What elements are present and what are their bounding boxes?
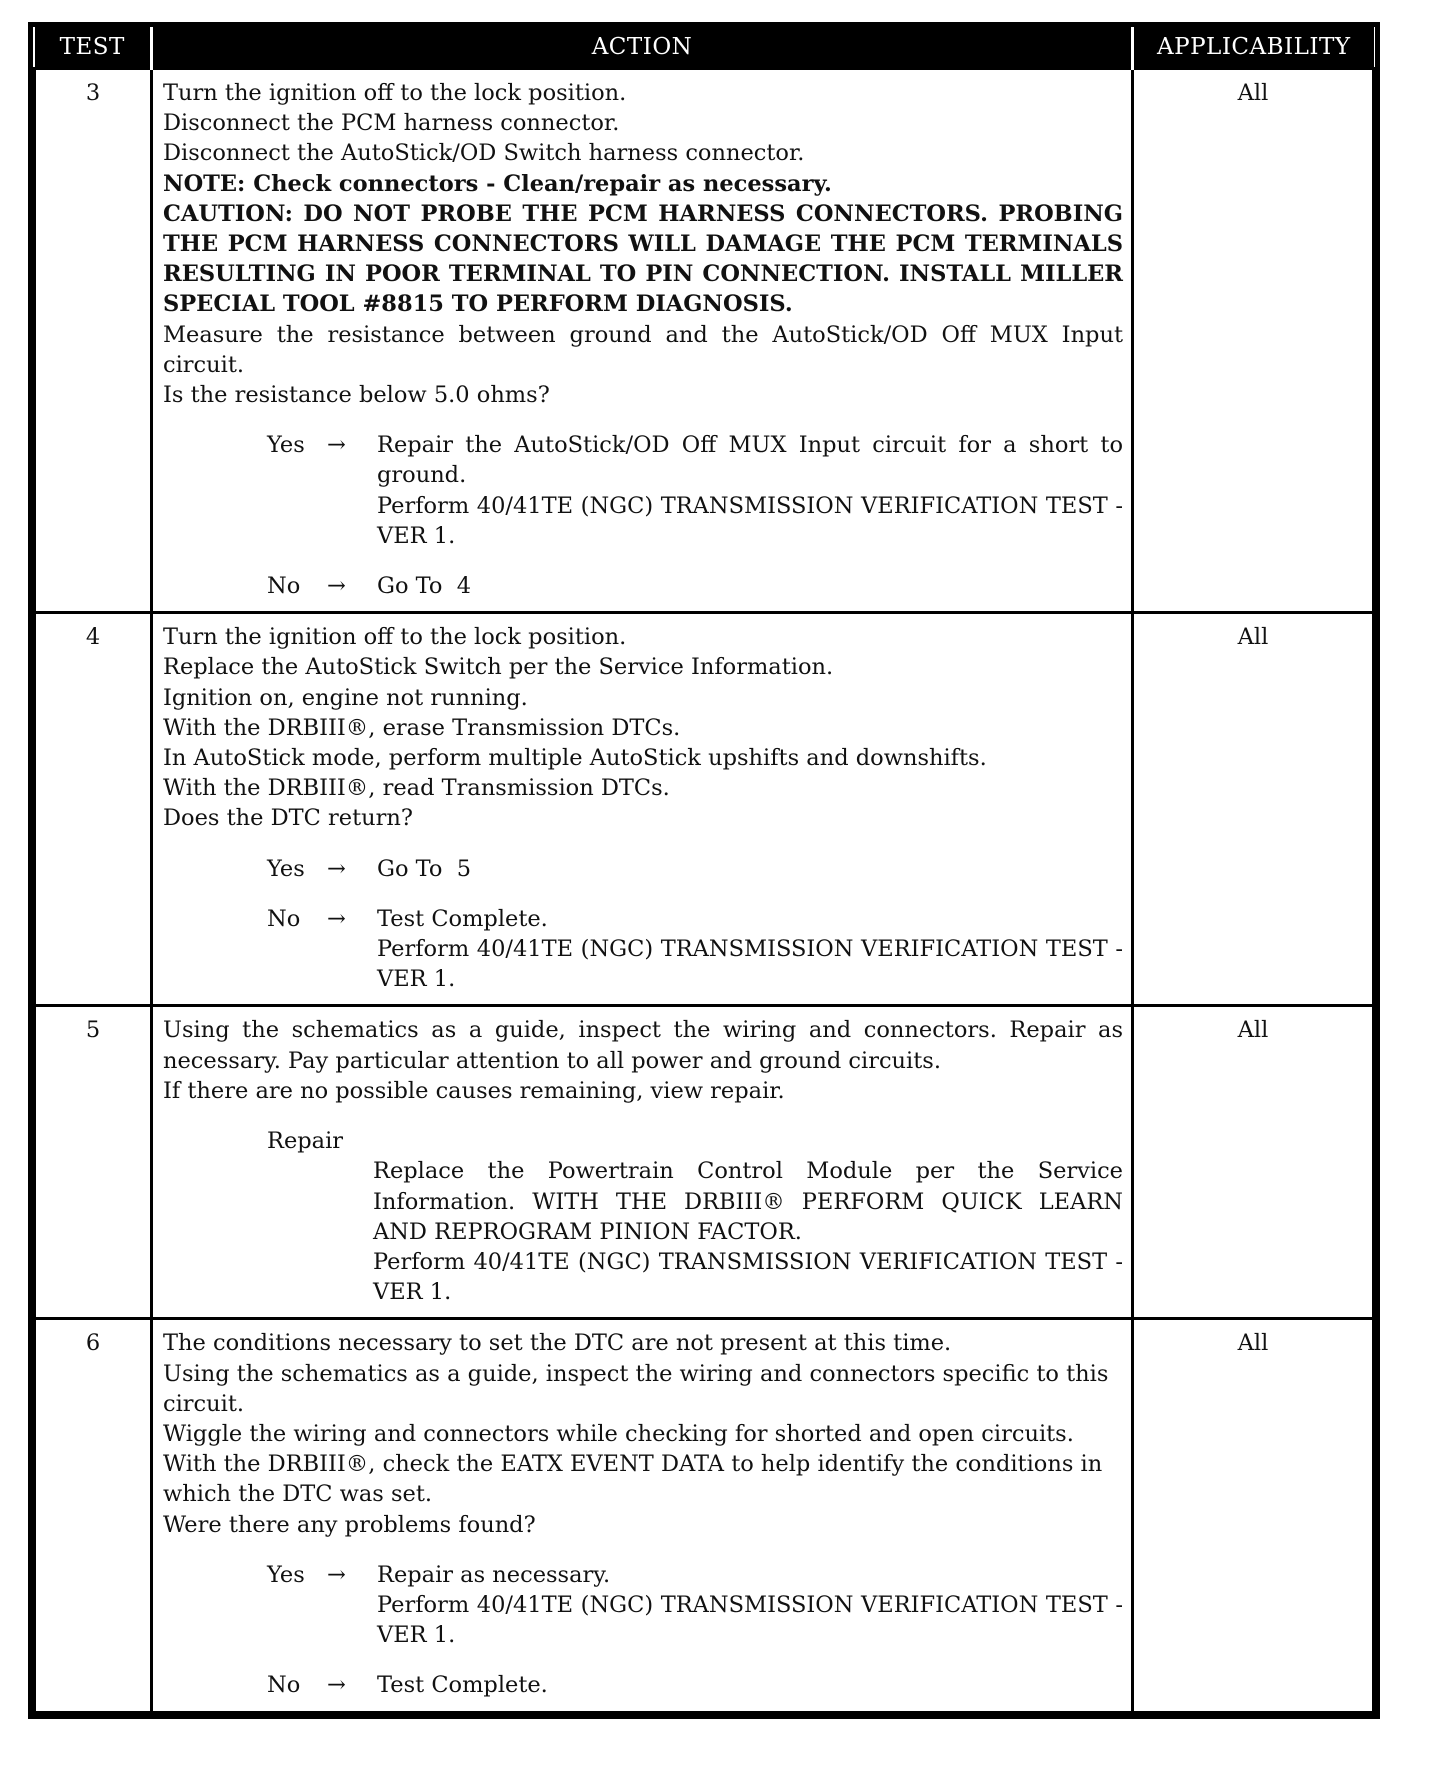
step: With the DRBIII®, check the EATX EVENT DATA to help identify the conditions in which the DTC was set. bbox=[163, 1451, 1103, 1508]
test-table bbox=[33, 27, 1375, 1714]
step: Using the schematics as a guide, inspect the wiring and connectors. Repair as necessary. Pay particular attention to all power and ground circuits. bbox=[163, 1017, 1123, 1074]
result-text: Test Complete. bbox=[377, 905, 548, 932]
table-row bbox=[35, 1319, 1374, 1712]
header-action: ACTION bbox=[152, 27, 1133, 69]
action-cell bbox=[152, 1319, 1133, 1712]
question: Is the resistance below 5.0 ohms? bbox=[163, 382, 550, 409]
diagnostic-table bbox=[28, 22, 1380, 1719]
table-header bbox=[35, 27, 1374, 69]
outcomes bbox=[163, 430, 1123, 601]
step: Disconnect the PCM harness connector. bbox=[163, 110, 620, 137]
arrow-icon: → bbox=[327, 573, 346, 600]
action-cell bbox=[152, 1006, 1133, 1319]
step: Wiggle the wiring and connectors while checking for shorted and open circuits. bbox=[163, 1420, 1074, 1447]
arrow-icon: → bbox=[327, 432, 346, 459]
outcome-label: No bbox=[267, 905, 301, 932]
action-steps bbox=[163, 1328, 1123, 1539]
step: Turn the ignition off to the lock position. bbox=[163, 624, 627, 651]
repair-block bbox=[163, 1126, 1123, 1307]
outcomes bbox=[163, 1560, 1123, 1701]
outcome-result bbox=[377, 904, 1123, 995]
test-number: 6 bbox=[35, 1319, 152, 1712]
applicability-cell: All bbox=[1133, 613, 1374, 1006]
step: Turn the ignition off to the lock position. bbox=[163, 80, 627, 106]
test-number: 3 bbox=[35, 69, 152, 613]
result-text: Repair as necessary. bbox=[377, 1561, 611, 1588]
repair-label: Repair bbox=[267, 1128, 344, 1155]
arrow-icon: → bbox=[327, 1672, 346, 1699]
applicability-cell: All bbox=[1133, 1319, 1374, 1712]
step: In AutoStick mode, perform multiple AutoStick upshifts and downshifts. bbox=[163, 745, 987, 772]
outcome-label: No bbox=[267, 573, 301, 600]
repair-text: Replace the Powertrain Control Module per the Service Information. WITH THE DRBIII® PERFORM QUICK LEARN AND REPROGRAM PINION FACTOR. bbox=[373, 1158, 1123, 1245]
perform-text: Perform 40/41TE (NGC) TRANSMISSION VERIFICATION TEST - VER 1. bbox=[377, 1591, 1123, 1649]
table-row bbox=[35, 1006, 1374, 1319]
action-steps bbox=[163, 78, 1123, 410]
applicability-cell: All bbox=[1133, 1006, 1374, 1319]
outcomes bbox=[163, 854, 1123, 995]
action-cell bbox=[152, 613, 1133, 1006]
result-text: Go To 5 bbox=[377, 855, 472, 882]
outcome-no bbox=[267, 904, 1123, 995]
step: Ignition on, engine not running. bbox=[163, 684, 528, 711]
repair-body bbox=[373, 1156, 1123, 1307]
caution: CAUTION: DO NOT PROBE THE PCM HARNESS CONNECTORS. PROBING THE PCM HARNESS CONNECTORS WILL DAMAGE THE PCM TERMINALS RESULTING IN POOR TERMINAL TO PIN CONNECTION. INSTALL MILLER SPECIAL TOOL #8815 TO PERFORM DIAGNOSIS. bbox=[163, 200, 1123, 318]
arrow-icon: → bbox=[327, 1561, 346, 1588]
outcome-no bbox=[267, 1670, 1123, 1700]
outcome-yes bbox=[267, 854, 1123, 884]
result-text: Test Complete. bbox=[377, 1672, 548, 1699]
outcome-label: No bbox=[267, 1672, 301, 1699]
question: Does the DTC return? bbox=[163, 805, 413, 832]
header-applicability: APPLICABILITY bbox=[1133, 27, 1374, 69]
action-steps bbox=[163, 1015, 1123, 1106]
question: Were there any problems found? bbox=[163, 1511, 536, 1538]
step: Disconnect the AutoStick/OD Switch harness connector. bbox=[163, 140, 805, 167]
arrow-icon: → bbox=[327, 855, 346, 882]
outcome-result bbox=[377, 1560, 1123, 1651]
test-number: 5 bbox=[35, 1006, 152, 1319]
step: Measure the resistance between ground and the AutoStick/OD Off MUX Input circuit. bbox=[163, 321, 1123, 378]
step: Using the schematics as a guide, inspect the wiring and connectors specific to this circuit. bbox=[163, 1360, 1109, 1417]
step: If there are no possible causes remaining, view repair. bbox=[163, 1077, 785, 1104]
perform-text: Perform 40/41TE (NGC) TRANSMISSION VERIFICATION TEST - VER 1. bbox=[377, 492, 1123, 549]
step: The conditions necessary to set the DTC are not present at this time. bbox=[163, 1330, 952, 1357]
perform-text: Perform 40/41TE (NGC) TRANSMISSION VERIFICATION TEST - VER 1. bbox=[373, 1248, 1123, 1306]
action-cell bbox=[152, 69, 1133, 613]
outcome-no bbox=[267, 571, 1123, 601]
header-test: TEST bbox=[35, 27, 152, 69]
result-text: Go To 4 bbox=[377, 573, 472, 600]
outcome-result bbox=[377, 571, 1123, 601]
note: NOTE: Check connectors - Clean/repair as necessary. bbox=[163, 170, 832, 197]
test-number: 4 bbox=[35, 613, 152, 1006]
step: With the DRBIII®, read Transmission DTCs. bbox=[163, 775, 670, 802]
outcome-label: Yes bbox=[267, 432, 305, 459]
applicability-cell: All bbox=[1133, 69, 1374, 613]
step: Replace the AutoStick Switch per the Service Information. bbox=[163, 654, 834, 681]
table-row bbox=[35, 613, 1374, 1006]
outcome-label: Yes bbox=[267, 1561, 305, 1588]
action-steps bbox=[163, 622, 1123, 833]
result-text: Repair the AutoStick/OD Off MUX Input circuit for a short to ground. bbox=[377, 432, 1123, 489]
outcome-result bbox=[377, 854, 1123, 884]
perform-text: Perform 40/41TE (NGC) TRANSMISSION VERIFICATION TEST - VER 1. bbox=[377, 936, 1123, 993]
outcome-result bbox=[377, 430, 1123, 551]
step: With the DRBIII®, erase Transmission DTCs. bbox=[163, 714, 681, 741]
outcome-yes bbox=[267, 430, 1123, 551]
outcome-result bbox=[377, 1670, 1123, 1700]
outcome-yes bbox=[267, 1560, 1123, 1651]
outcome-label: Yes bbox=[267, 855, 305, 882]
arrow-icon: → bbox=[327, 905, 346, 932]
table-row bbox=[35, 69, 1374, 613]
